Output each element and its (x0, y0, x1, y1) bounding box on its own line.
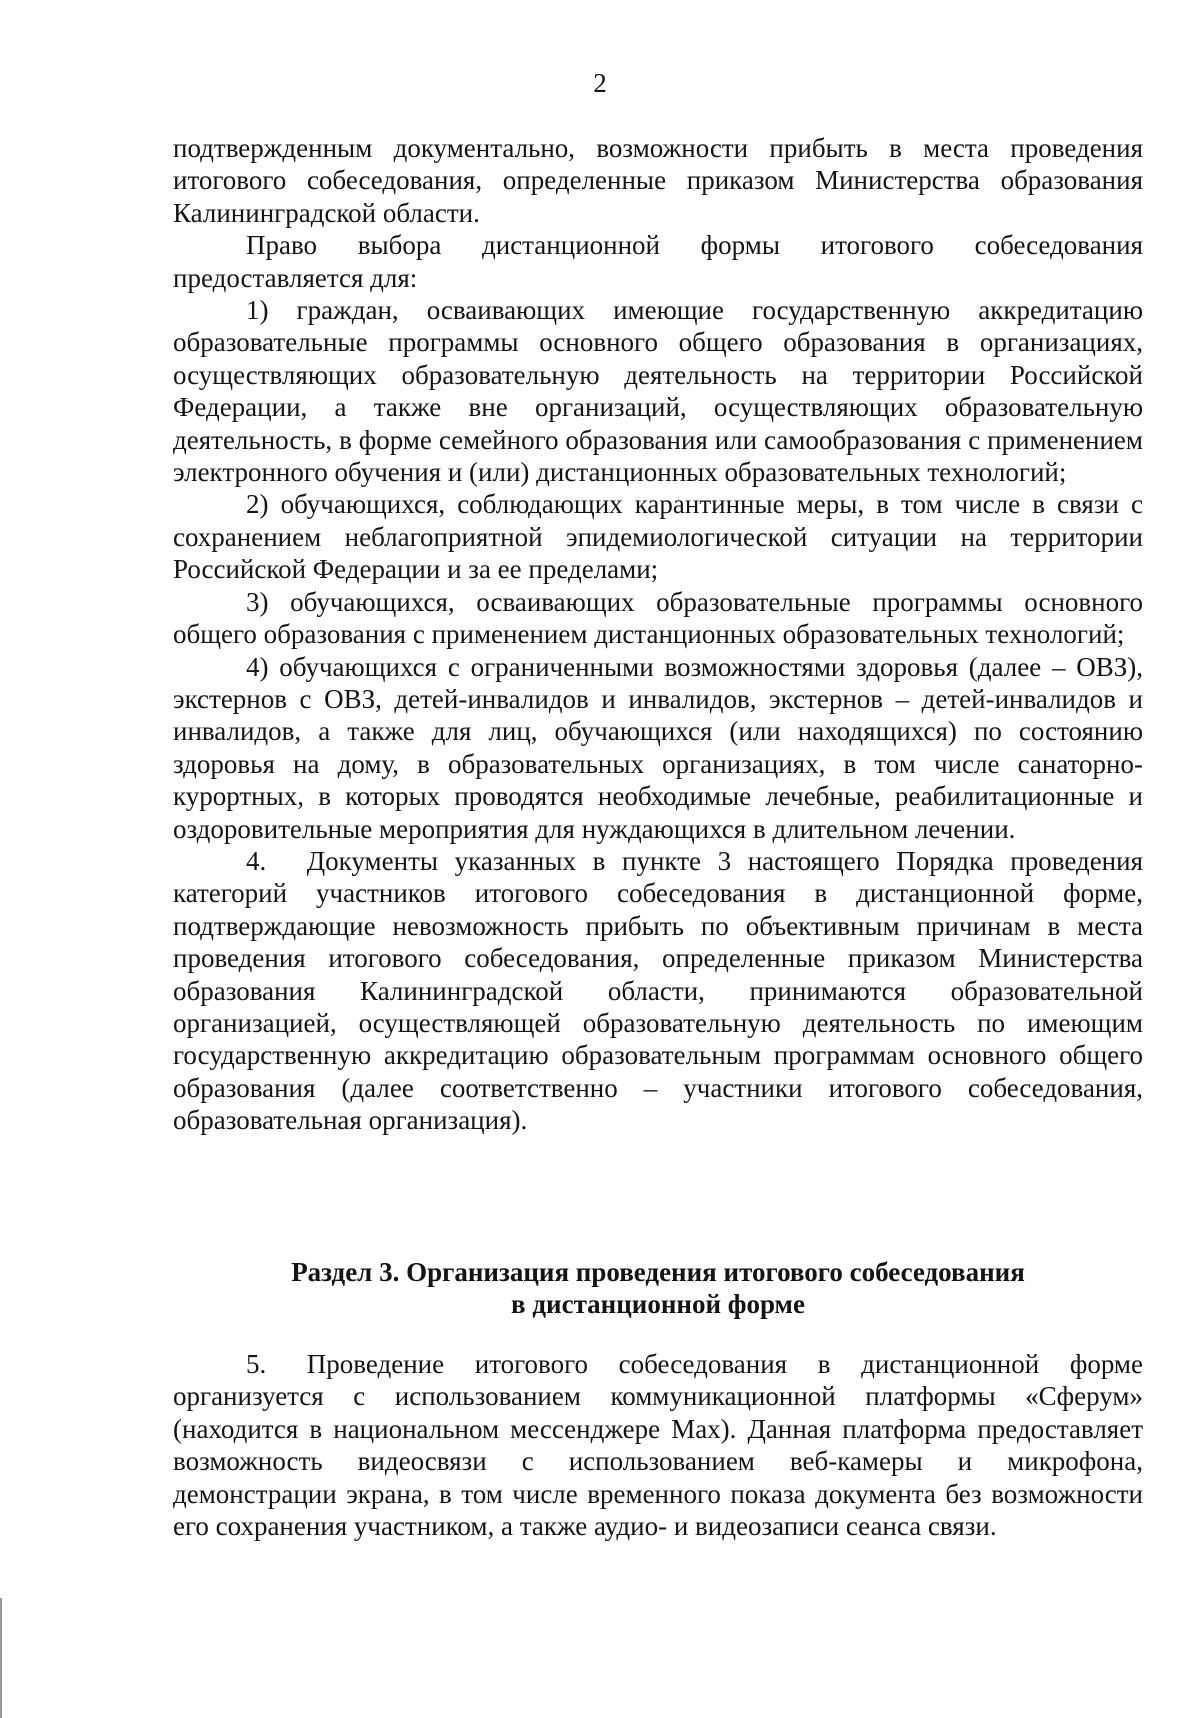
paragraph-clause-4: 4. Документы указанных в пункте 3 настоящего Порядка проведения категорий участников итогового собеседования в дистанционной форме, подтверждающие невозможность прибыть по объективным причинам в места проведения итогового собеседования, определенные приказом Министерства образования Калининградской области, принимаются образовательной организацией, осуществляющей образовательную деятельность по имеющим государственную аккредитацию образовательным программам основного общего образования (далее соответственно – участники итогового собеседования, образовательная организация). (173, 845, 1143, 1136)
paragraph-item-1: 1) граждан, осваивающих имеющие государственную аккредитацию образовательные программы основного общего образования в организациях, осуществляющих образовательную деятельность на территории Российской Федерации, а также вне организаций, осуществляющих образовательную деятельность, в форме семейного образования или самообразования с применением электронного обучения и (или) дистанционных образовательных технологий; (173, 295, 1143, 488)
paragraph-item-4: 4) обучающихся с ограниченными возможностями здоровья (далее – ОВЗ), экстернов с ОВЗ, детей-инвалидов и инвалидов, экстернов – детей-инвалидов и инвалидов, а также для лиц, обучающихся (или находящихся) по состоянию здоровья на дому, в образовательных организациях, в том числе санаторно-курортных, в которых проводятся необходимые лечебные, реабилитационные и оздоровительные мероприятия для нуждающихся в длительном лечении. (173, 651, 1143, 844)
document-body (173, 132, 1143, 1137)
section-heading-line-2: в дистанционной форме (511, 1289, 805, 1320)
paragraph-item-3: 3) обучающихся, осваивающих образовательные программы основного общего образования с применением дистанционных образовательных технологий; (173, 586, 1143, 650)
paragraph-clause-5: 5. Проведение итогового собеседования в дистанционной форме организуется с использованием коммуникационной платформы «Сферум» (находится в национальном мессенджере Max). Данная платформа предоставляет возможность видеосвязи с использованием веб-камеры и микрофона, демонстрации экрана, в том числе временного показа документа без возможности его сохранения участником, а также аудио- и видеозаписи сеанса связи. (173, 1349, 1143, 1542)
page-number: 2 (593, 68, 607, 98)
section-heading-line-1: Раздел 3. Организация проведения итогового собеседования (291, 1257, 1025, 1287)
paragraph-item-2: 2) обучающихся, соблюдающих карантинные меры, в том числе в связи с сохранением неблагоприятной эпидемиологической ситуации на территории Российской Федерации и за ее пределами; (173, 489, 1143, 585)
paragraph-right-of-choice: Право выбора дистанционной формы итогового собеседования предоставляется для: (173, 230, 1143, 293)
paragraph-continuation: подтвержденным документально, возможности прибыть в места проведения итогового собеседования, определенные приказом Министерства образования Калининградской области. (173, 133, 1143, 228)
section-body (173, 1348, 1143, 1542)
section-heading (173, 1256, 1143, 1321)
scan-edge-mark (0, 1598, 2, 1718)
